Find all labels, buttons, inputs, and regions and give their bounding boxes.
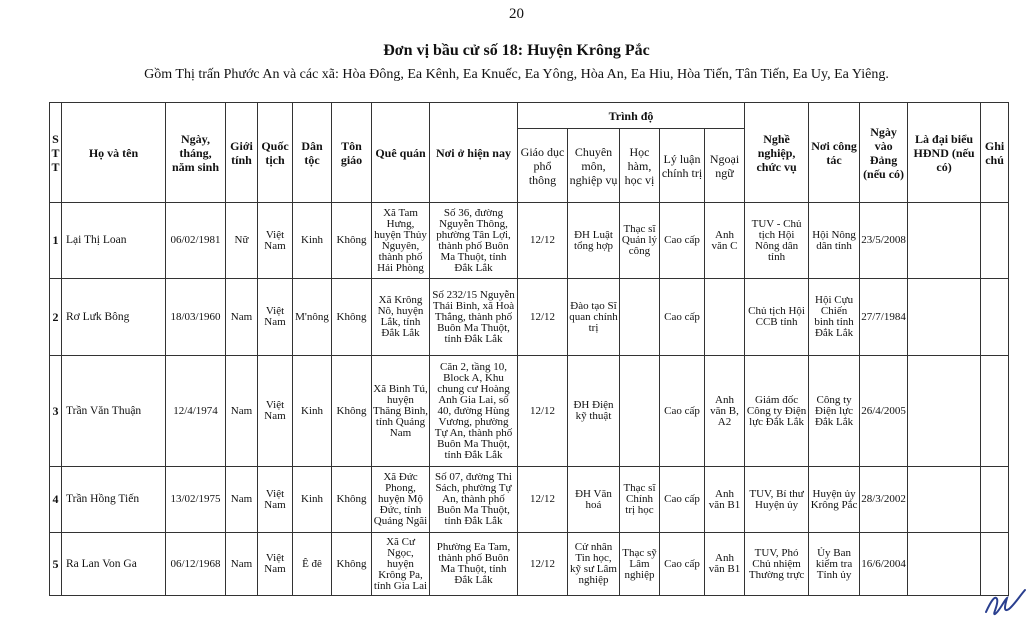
- cell-foreign-lang: Anh văn B1: [705, 533, 745, 596]
- cell-occupation: TUV - Chủ tịch Hội Nông dân tỉnh: [745, 203, 809, 279]
- cell-gender: Nam: [226, 467, 258, 533]
- cell-occupation: Giám đốc Công ty Điện lực Đắk Lắk: [745, 356, 809, 467]
- cell-stt: 5: [50, 533, 62, 596]
- cell-politics: Cao cấp: [660, 356, 705, 467]
- page-title: Đơn vị bầu cử số 18: Huyện Krông Pắc: [383, 42, 650, 59]
- cell-religion: Không: [332, 356, 372, 467]
- cell-delegate: [908, 356, 981, 467]
- cell-note: [981, 467, 1009, 533]
- candidate-table: [49, 102, 1009, 596]
- header-gender: Giới tính: [226, 103, 258, 203]
- cell-workplace: Ủy Ban kiểm tra Tỉnh ủy: [809, 533, 860, 596]
- header-residence: Nơi ở hiện nay: [430, 103, 518, 203]
- cell-ethnicity: Kinh: [293, 356, 332, 467]
- signature-mark: [983, 585, 1027, 619]
- cell-nationality: Việt Nam: [258, 279, 293, 356]
- header-occupation: Nghề nghiệp, chức vụ: [745, 103, 809, 203]
- header-education-group: Trình độ: [518, 103, 745, 129]
- header-foreign-lang: Ngoại ngữ: [705, 129, 745, 203]
- table-row: [50, 279, 1009, 356]
- cell-name: Ra Lan Von Ga: [62, 533, 166, 596]
- cell-party-date: 26/4/2005: [860, 356, 908, 467]
- cell-stt: 2: [50, 279, 62, 356]
- cell-specialty: ĐH Văn hoá: [568, 467, 620, 533]
- cell-name: Lại Thị Loan: [62, 203, 166, 279]
- header-general-edu: Giáo dục phổ thông: [518, 129, 568, 203]
- cell-general-edu: 12/12: [518, 279, 568, 356]
- cell-hometown: Xã Tam Hưng, huyện Thủy Nguyên, thành phố Hải Phòng: [372, 203, 430, 279]
- cell-dob: 06/12/1968: [166, 533, 226, 596]
- cell-note: [981, 356, 1009, 467]
- cell-stt: 4: [50, 467, 62, 533]
- cell-nationality: Việt Nam: [258, 203, 293, 279]
- cell-delegate: [908, 533, 981, 596]
- cell-ethnicity: Kinh: [293, 203, 332, 279]
- cell-name: Trần Hồng Tiến: [62, 467, 166, 533]
- header-note: Ghi chú: [981, 103, 1009, 203]
- cell-party-date: 27/7/1984: [860, 279, 908, 356]
- cell-general-edu: 12/12: [518, 533, 568, 596]
- cell-party-date: 23/5/2008: [860, 203, 908, 279]
- header-workplace: Nơi công tác: [809, 103, 860, 203]
- cell-specialty: ĐH Điện kỹ thuật: [568, 356, 620, 467]
- cell-name: Rơ Lưk Bông: [62, 279, 166, 356]
- cell-workplace: Hội Nông dân tỉnh: [809, 203, 860, 279]
- cell-occupation: Chủ tịch Hội CCB tỉnh: [745, 279, 809, 356]
- cell-delegate: [908, 279, 981, 356]
- cell-occupation: TUV, Phó Chủ nhiệm Thường trực: [745, 533, 809, 596]
- cell-ethnicity: M'nông: [293, 279, 332, 356]
- header-party-date: Ngày vào Đảng (nếu có): [860, 103, 908, 203]
- header-ethnicity: Dân tộc: [293, 103, 332, 203]
- cell-academic: Thạc sĩ Quản lý công: [620, 203, 660, 279]
- cell-foreign-lang: Anh văn B, A2: [705, 356, 745, 467]
- cell-dob: 13/02/1975: [166, 467, 226, 533]
- table-row: [50, 533, 1009, 596]
- cell-residence: Số 36, đường Nguyễn Thông, phường Tân Lợi, thành phố Buôn Ma Thuột, tỉnh Đắk Lắk: [430, 203, 518, 279]
- cell-party-date: 16/6/2004: [860, 533, 908, 596]
- cell-workplace: Hội Cựu Chiến binh tỉnh Đắk Lắk: [809, 279, 860, 356]
- header-name: Họ và tên: [62, 103, 166, 203]
- cell-politics: Cao cấp: [660, 203, 705, 279]
- header-politics: Lý luận chính trị: [660, 129, 705, 203]
- cell-name: Trần Văn Thuận: [62, 356, 166, 467]
- table-row: [50, 203, 1009, 279]
- cell-nationality: Việt Nam: [258, 356, 293, 467]
- cell-ethnicity: Ê đê: [293, 533, 332, 596]
- cell-specialty: Đào tạo Sĩ quan chính trị: [568, 279, 620, 356]
- cell-dob: 12/4/1974: [166, 356, 226, 467]
- cell-nationality: Việt Nam: [258, 533, 293, 596]
- table-row: [50, 467, 1009, 533]
- cell-general-edu: 12/12: [518, 203, 568, 279]
- page-number: 20: [509, 6, 524, 22]
- cell-academic: Thạc sỹ Lâm nghiệp: [620, 533, 660, 596]
- cell-delegate: [908, 467, 981, 533]
- cell-occupation: TUV, Bí thư Huyện ủy: [745, 467, 809, 533]
- cell-politics: Cao cấp: [660, 533, 705, 596]
- cell-hometown: Xã Bình Tú, huyện Thăng Bình, tỉnh Quảng Nam: [372, 356, 430, 467]
- cell-religion: Không: [332, 533, 372, 596]
- cell-residence: Số 07, đường Thi Sách, phường Tự An, thành phố Buôn Ma Thuột, tỉnh Đắk Lắk: [430, 467, 518, 533]
- cell-hometown: Xã Krông Nô, huyện Lắk, tỉnh Đắk Lắk: [372, 279, 430, 356]
- cell-specialty: ĐH Luật tổng hợp: [568, 203, 620, 279]
- cell-workplace: Công ty Điện lực Đắk Lắk: [809, 356, 860, 467]
- header-delegate: Là đại biểu HĐND (nếu có): [908, 103, 981, 203]
- cell-stt: 3: [50, 356, 62, 467]
- cell-residence: Phường Ea Tam, thành phố Buôn Ma Thuột, tỉnh Đắk Lắk: [430, 533, 518, 596]
- cell-academic: [620, 279, 660, 356]
- header-academic: Học hàm, học vị: [620, 129, 660, 203]
- cell-dob: 18/03/1960: [166, 279, 226, 356]
- cell-general-edu: 12/12: [518, 467, 568, 533]
- cell-religion: Không: [332, 203, 372, 279]
- header-religion: Tôn giáo: [332, 103, 372, 203]
- cell-party-date: 28/3/2002: [860, 467, 908, 533]
- cell-note: [981, 279, 1009, 356]
- cell-dob: 06/02/1981: [166, 203, 226, 279]
- cell-gender: Nam: [226, 279, 258, 356]
- cell-politics: Cao cấp: [660, 467, 705, 533]
- cell-specialty: Cử nhân Tin học, kỹ sư Lâm nghiệp: [568, 533, 620, 596]
- cell-hometown: Xã Đức Phong, huyện Mộ Đức, tỉnh Quảng Ngãi: [372, 467, 430, 533]
- cell-foreign-lang: [705, 279, 745, 356]
- cell-foreign-lang: Anh văn C: [705, 203, 745, 279]
- cell-gender: Nam: [226, 533, 258, 596]
- cell-religion: Không: [332, 279, 372, 356]
- cell-note: [981, 203, 1009, 279]
- cell-academic: [620, 356, 660, 467]
- header-nationality: Quốc tịch: [258, 103, 293, 203]
- cell-politics: Cao cấp: [660, 279, 705, 356]
- cell-religion: Không: [332, 467, 372, 533]
- cell-academic: Thạc sĩ Chính trị học: [620, 467, 660, 533]
- header-specialty: Chuyên môn, nghiệp vụ: [568, 129, 620, 203]
- table-row: [50, 356, 1009, 467]
- cell-residence: Căn 2, tầng 10, Block A, Khu chung cư Hoàng Anh Gia Lai, số 40, đường Hùng Vương, phường Tự An, thành phố Buôn Ma Thuột, tỉnh Đắk Lắk: [430, 356, 518, 467]
- header-hometown: Quê quán: [372, 103, 430, 203]
- cell-residence: Số 232/15 Nguyễn Thái Bình, xã Hoà Thắng, thành phố Buôn Ma Thuột, tỉnh Đắk Lắk: [430, 279, 518, 356]
- cell-general-edu: 12/12: [518, 356, 568, 467]
- cell-gender: Nam: [226, 356, 258, 467]
- cell-foreign-lang: Anh văn B1: [705, 467, 745, 533]
- cell-nationality: Việt Nam: [258, 467, 293, 533]
- cell-ethnicity: Kinh: [293, 467, 332, 533]
- cell-gender: Nữ: [226, 203, 258, 279]
- cell-hometown: Xã Cư Ngọc, huyện Krông Pa, tỉnh Gia Lai: [372, 533, 430, 596]
- cell-stt: 1: [50, 203, 62, 279]
- header-stt: S T T: [50, 103, 62, 203]
- header-dob: Ngày, tháng, năm sinh: [166, 103, 226, 203]
- cell-workplace: Huyện ủy Krông Pắc: [809, 467, 860, 533]
- cell-delegate: [908, 203, 981, 279]
- page-subtitle: Gồm Thị trấn Phước An và các xã: Hòa Đông, Ea Kênh, Ea Knuếc, Ea Yông, Hòa An, Ea Hiu, Hòa Tiến, Tân Tiến, Ea Uy, Ea Yiêng.: [144, 67, 889, 82]
